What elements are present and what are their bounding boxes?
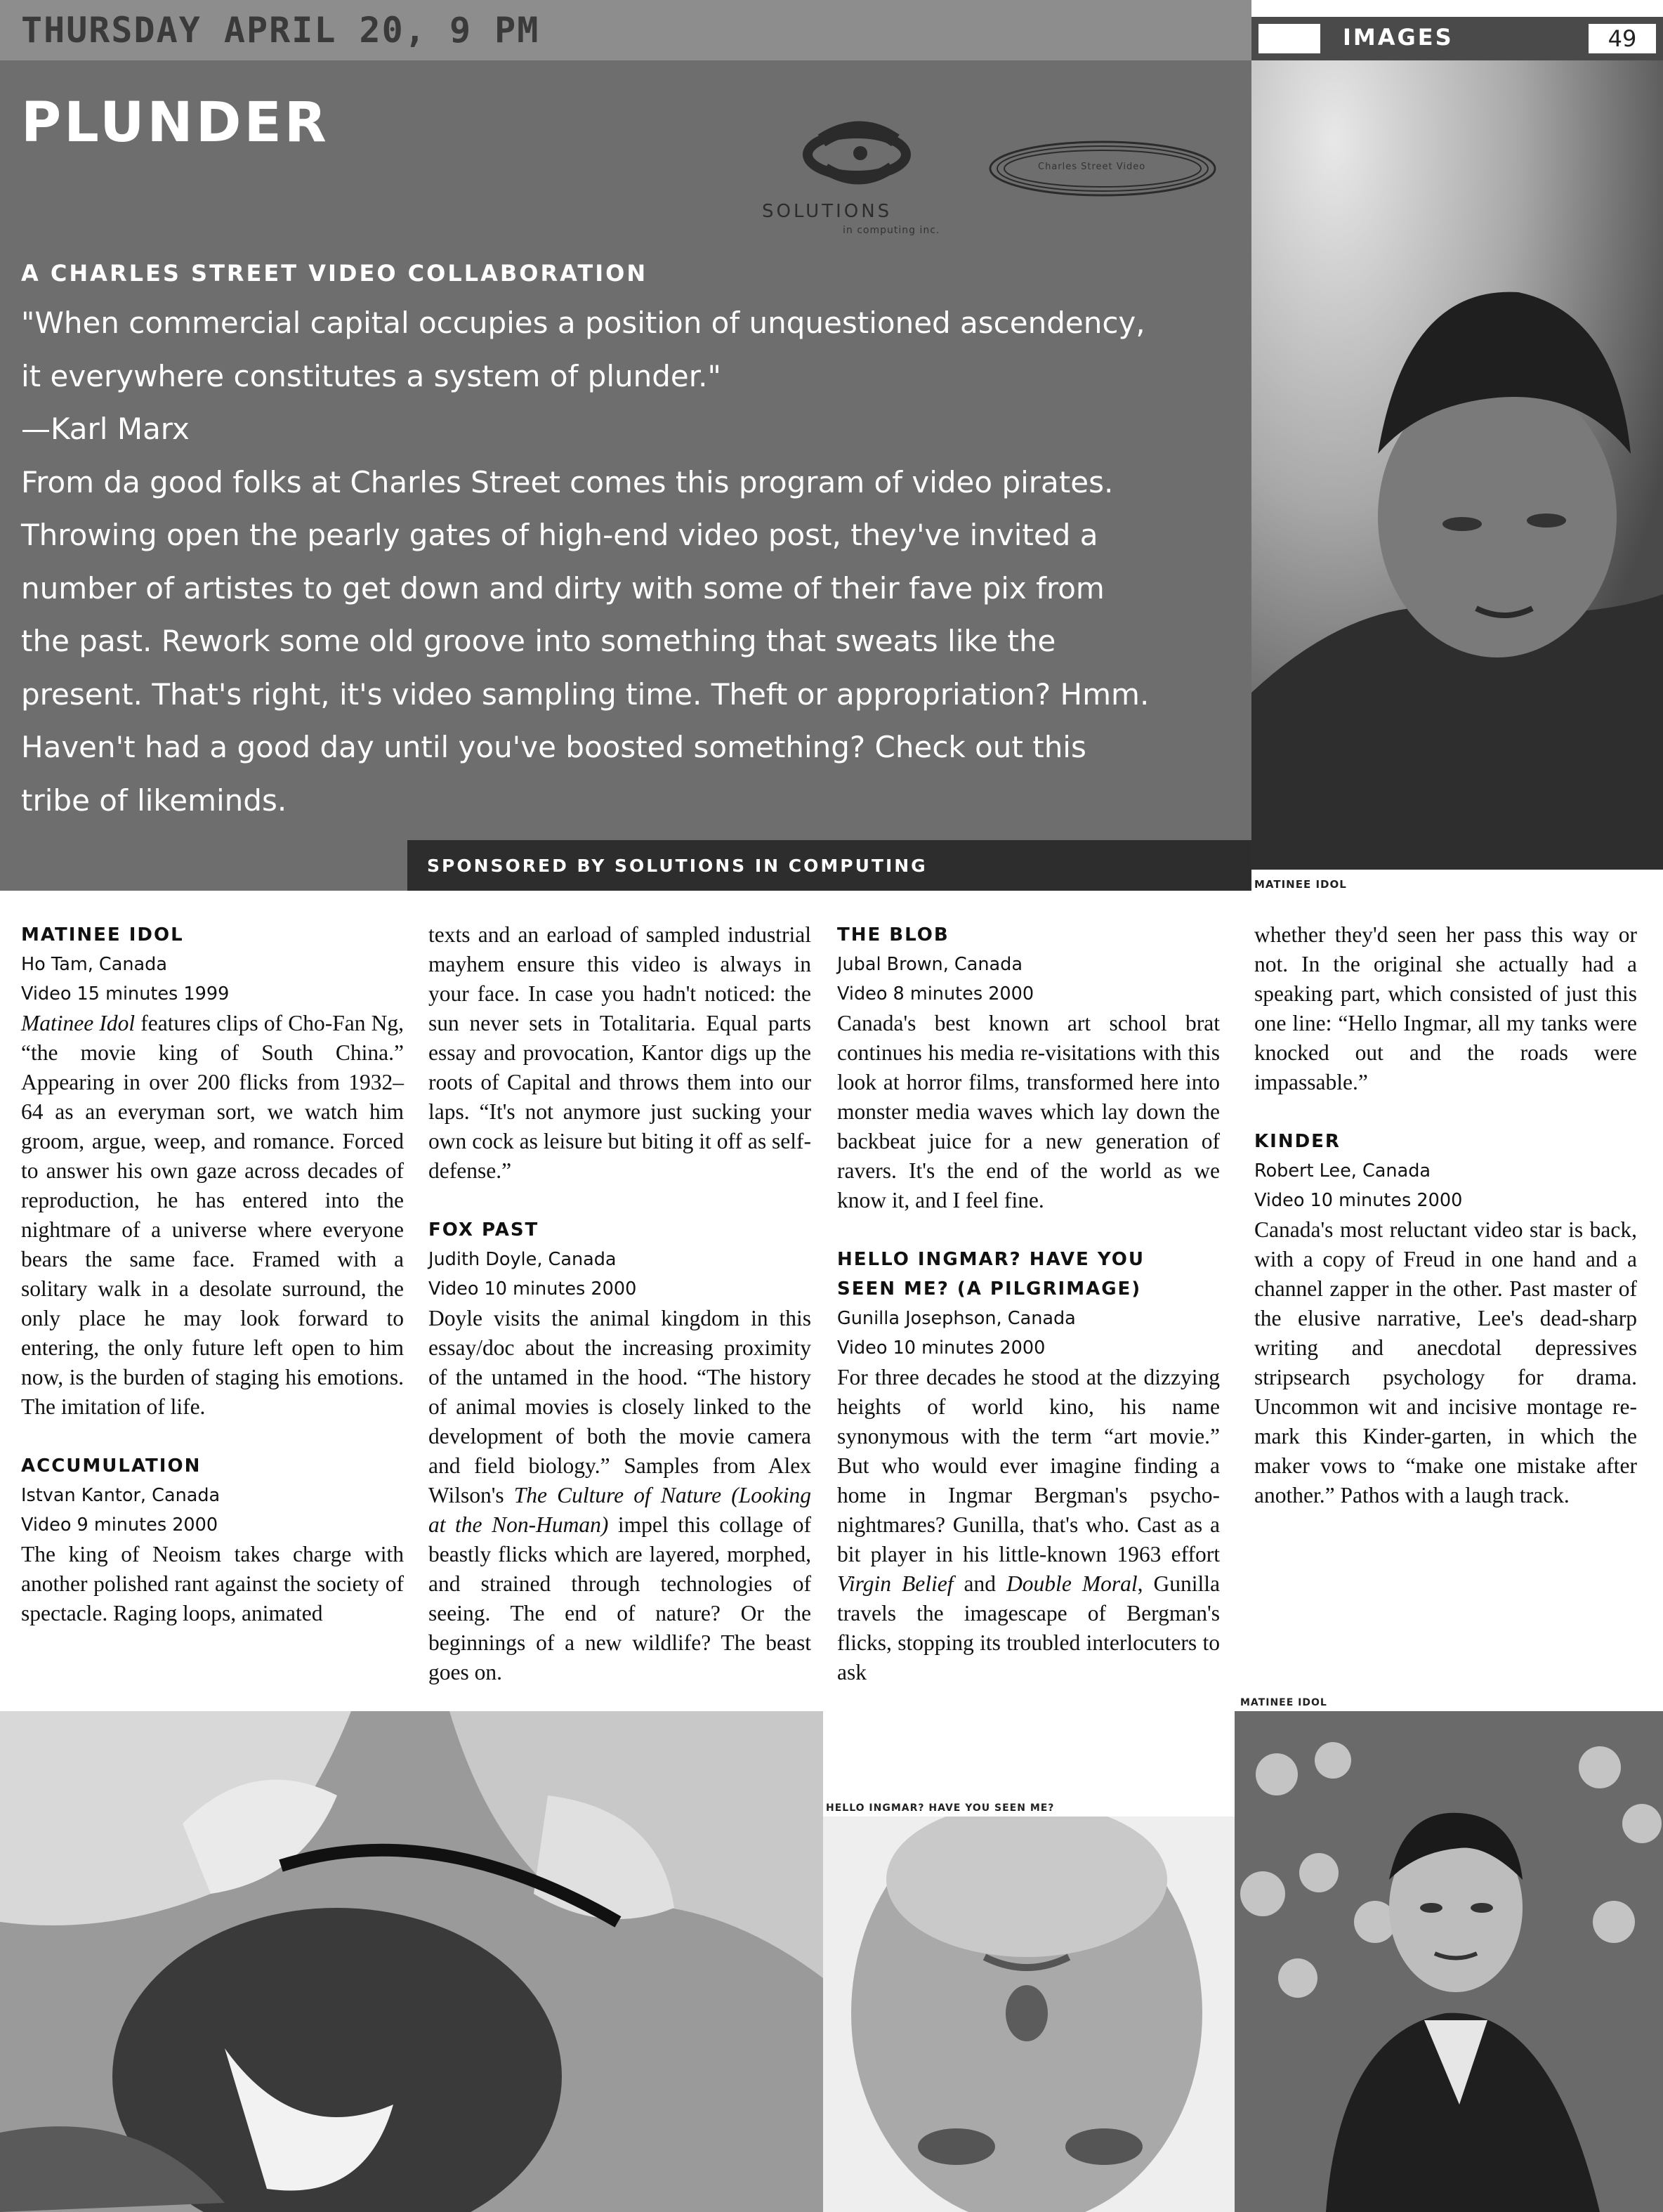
film-title: Matinee Idol bbox=[21, 1011, 136, 1035]
feature-description: From da good folks at Charles Street comes this program of video pirates. Throwing open the pearly gates of high-end video post, they've invited a number of artistes to get down and dirty with some of their fave pix from the past. Rework some old groove into something that sweats like the present. That's right, it's video sampling time. Theft or appropriation? Hmm. Haven't had a good day until you've boosted something? Check out this tribe of likeminds. bbox=[21, 464, 1150, 818]
hello-ingmar-photo bbox=[823, 1817, 1235, 2212]
article-title: FOX PAST bbox=[428, 1219, 539, 1241]
article-info: Video 10 minutes 2000 bbox=[837, 1337, 1046, 1359]
article-info: Video 9 minutes 2000 bbox=[21, 1514, 218, 1536]
event-date: THURSDAY APRIL 20, 9 PM bbox=[21, 10, 540, 51]
feature-panel-bottom bbox=[0, 840, 407, 891]
section-marker-box bbox=[1258, 24, 1320, 53]
article-info: Video 15 minutes 1999 bbox=[21, 983, 230, 1004]
article-body: Matinee Idol features clips of Cho-Fan Ng, “the movie king of South China.” Appearing in over 200 flicks from 1932–64 as an everyman sort, we watch him groom, argue, weep, and romance. Forced to answer his own gaze across decades of reproduction, he has entered into the nightmare of a universe where everyone bears the same face. Framed with a solitary walk in a desolate surround, the only place he may look forward to entering, the only future left open to him now, is the burden of staging his emotions. The imitation of life. bbox=[21, 1011, 404, 1419]
article-body: Canada's best known art school brat continues his media re-visitations with this look at horror films, transformed here into monster media waves which lay down the backbeat juice for a new generation of ravers. It's the end of the world as we know it, and I feel fine. bbox=[837, 1011, 1220, 1212]
sponsor-text: SPONSORED BY SOLUTIONS IN COMPUTING bbox=[427, 856, 928, 876]
article-info: Video 10 minutes 2000 bbox=[1254, 1190, 1463, 1211]
feature-body bbox=[21, 296, 1159, 827]
article-info: Video 10 minutes 2000 bbox=[428, 1278, 637, 1300]
article-title: KINDER bbox=[1254, 1131, 1341, 1152]
matinee-idol-photo-bottom bbox=[1235, 1711, 1663, 2212]
quote-line-2: it everywhere constitutes a system of plunder." bbox=[21, 358, 721, 393]
film-title: Double Moral bbox=[1006, 1571, 1138, 1596]
column-4 bbox=[1254, 920, 1637, 1510]
article-body: The king of Neoism takes charge with another polished rant against the society of spectacle. Raging loops, animated bbox=[21, 1542, 404, 1625]
caption-top-photo: MATINEE IDOL bbox=[1254, 878, 1347, 891]
article-body: Doyle visits the animal kingdom in this essay/doc about the increasing proximity of the untamed in the hood. “The history of animal movies is closely linked to the development of both the movie camera and field biology.” Samples from Alex Wilson's The Culture of Nature (Looking at the Non-Human) impel this collage of beastly flicks which are layered, morphed, and strained through technologies of seeing. The end of nature? Or the beginnings of a new wildlife? The beast goes on. bbox=[428, 1306, 811, 1684]
feature-subtitle: A CHARLES STREET VIDEO COLLABORATION bbox=[21, 260, 648, 287]
film-title: Virgin Belief bbox=[837, 1571, 954, 1596]
solutions-logo-tagline: in computing inc. bbox=[843, 225, 940, 236]
caption-right-photo: MATINEE IDOL bbox=[1240, 1697, 1327, 1708]
article-artist: Ho Tam, Canada bbox=[21, 954, 167, 975]
article-title-line-1: HELLO INGMAR? HAVE YOU bbox=[837, 1249, 1145, 1270]
article-title: ACCUMULATION bbox=[21, 1455, 202, 1477]
column-3 bbox=[837, 920, 1220, 1687]
article-body-continued: whether they'd seen her pass this way or not. In the original she actually had a speaking part, which consisted of just this one line: “Hello Ingmar, all my tanks were knocked out and the roads were impassable.” bbox=[1254, 922, 1637, 1094]
article-body: Canada's most reluctant video star is back, with a copy of Freud in one hand and a channel zapper in the other. Past master of the elusive narrative, Lee's dead-sharp writing and anecdotal depressives stripsearch psychology for drama. Uncommon wit and incisive montage re-mark this Kinder-garten, in which the maker vows to “make one mistake after another.” Pathos with a laugh track. bbox=[1254, 1217, 1637, 1507]
article-title: THE BLOB bbox=[837, 924, 949, 945]
matinee-idol-photo-top bbox=[1251, 60, 1663, 870]
article-artist: Istvan Kantor, Canada bbox=[21, 1485, 221, 1506]
article-artist: Jubal Brown, Canada bbox=[837, 954, 1023, 975]
quote-attribution: —Karl Marx bbox=[21, 412, 190, 446]
book-title: The Culture of Nature (Looking at the Non-Human) bbox=[428, 1483, 811, 1537]
article-artist: Gunilla Josephson, Canada bbox=[837, 1308, 1076, 1329]
caption-middle-photo: HELLO INGMAR? HAVE YOU SEEN ME? bbox=[826, 1802, 1055, 1814]
article-artist: Judith Doyle, Canada bbox=[428, 1249, 617, 1270]
feature-title: PLUNDER bbox=[21, 91, 329, 155]
article-title: MATINEE IDOL bbox=[21, 924, 184, 945]
section-label: IMAGES bbox=[1343, 24, 1454, 51]
article-artist: Robert Lee, Canada bbox=[1254, 1160, 1431, 1182]
solutions-logo-text: SOLUTIONS bbox=[762, 201, 893, 222]
charles-street-logo-text: Charles Street Video bbox=[1038, 162, 1146, 172]
quote-line-1: "When commercial capital occupies a position of unquestioned ascendency, bbox=[21, 306, 1145, 340]
column-1 bbox=[21, 920, 404, 1628]
article-body-continued: texts and an earload of sampled industrial mayhem ensure this video is always in your face. In case you hadn't noticed: the sun never sets in Totalitaria. Equal parts essay and provocation, Kantor digs up the roots of Capital and throws them into our laps. “It's not anymore just sucking your own cock as leisure but biting it off as self-defense.” bbox=[428, 922, 811, 1183]
article-title-line-2: SEEN ME? (A PILGRIMAGE) bbox=[837, 1278, 1142, 1300]
article-info: Video 8 minutes 2000 bbox=[837, 983, 1034, 1004]
article-body: For three decades he stood at the dizzying heights of world kino, his name synonymous with the term “art movie.” But who would ever imagine finding a home in Ingmar Bergman's psycho-nightmares? Gunilla, that's who. Cast as a bit player in his little-known 1963 effort Virgin Belief and Double Moral, Gunilla travels the imagescape of Bergman's flicks, stopping its troubled interlocuters to ask bbox=[837, 1365, 1220, 1684]
column-2 bbox=[428, 920, 811, 1687]
page-number: 49 bbox=[1589, 24, 1656, 53]
accumulation-photo bbox=[0, 1711, 823, 2212]
